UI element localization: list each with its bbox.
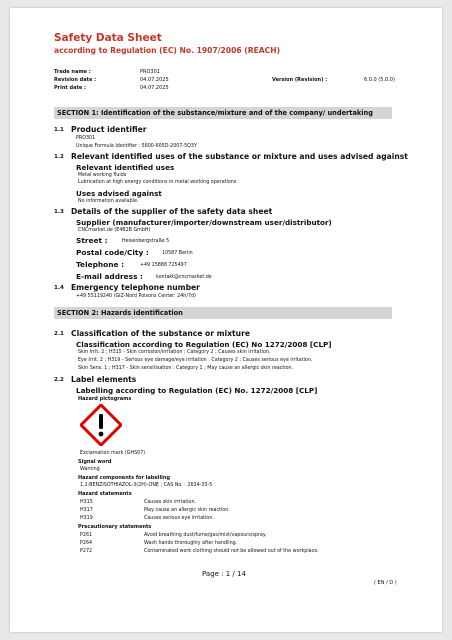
supplier-title: Supplier (manufacturer/importer/downstream user/distributor): [76, 218, 332, 227]
use-item: Lubrication at high energy conditions in metal working operations: [78, 180, 237, 185]
uses-advised-against-value: No information available.: [78, 199, 139, 204]
version-value: 6.0.0 (5.0.0): [364, 77, 395, 83]
precautionary-statement-text: Wash hands thoroughly after handling.: [144, 541, 238, 546]
relevant-uses-title: Relevant identified uses: [76, 163, 175, 172]
section-2-1-number: 2.1: [54, 331, 64, 337]
classification-item: Skin Sens. 1 ; H317 - Skin sensitisation : Category 1 ; May cause an allergic skin reaction.: [78, 366, 294, 371]
hazard-components-label: Hazard components for labelling: [78, 475, 171, 481]
hazard-statements-label: Hazard statements: [78, 491, 132, 497]
clp-classification-title: Classification according to Regulation (EC) No 1272/2008 [CLP]: [76, 340, 332, 349]
print-date-value: 04.07.2025: [140, 85, 169, 91]
print-date-label: Print date :: [54, 85, 87, 91]
hazard-statement-text: Causes serious eye irritation.: [144, 516, 214, 521]
postal-label: Postal code/City :: [76, 248, 149, 257]
classification-item: Skin Irrit. 2 ; H315 - Skin corrosion/irritation : Category 2 ; Causes skin irritation.: [78, 350, 271, 355]
labelling-title: Labelling according to Regulation (EC) No. 1272/2008 [CLP]: [76, 386, 318, 395]
hazard-statement-text: Causes skin irritation.: [144, 500, 197, 505]
section-1-2-title: Relevant identified uses of the substance or mixture and uses advised against: [71, 152, 408, 161]
hazard-statement-code: H317: [80, 508, 93, 513]
product-name: PRO301: [76, 136, 96, 141]
telephone-value: +49 15888 725497: [140, 263, 187, 268]
document-title: Safety Data Sheet: [54, 32, 162, 44]
page-number: Page : 1 / 14: [202, 570, 246, 578]
precautionary-statements-label: Precautionary statements: [78, 524, 152, 530]
section-1-heading: SECTION 1: Identification of the substance/mixture and of the company/ undertaking: [54, 107, 392, 119]
section-2-2-title: Label elements: [71, 375, 137, 384]
pictogram-caption: Exclamation mark (GHS07): [80, 451, 146, 456]
hazard-pictograms-label: Hazard pictograms: [78, 396, 132, 402]
revision-date-label: Revision date :: [54, 77, 97, 83]
hazard-component: 1,2-BENZISOTHIAZOL-3(2H)-ONE ; CAS No. : 2634-33-5: [80, 483, 213, 488]
street-label: Street :: [76, 236, 108, 245]
section-1-3-title: Details of the supplier of the safety data sheet: [71, 207, 273, 216]
precautionary-statement-code: P272: [80, 549, 93, 554]
postal-value: 10587 Berlin: [162, 251, 193, 256]
section-1-2-number: 1.2: [54, 154, 64, 160]
section-2-heading: SECTION 2: Hazards identification: [54, 307, 392, 319]
section-2-1-title: Classification of the substance or mixture: [71, 329, 250, 338]
precautionary-statement-text: Contaminated work clothing should not be allowed out of the workplace.: [144, 549, 319, 554]
precautionary-statement-text: Avoid breathing dust/fume/gas/mist/vapours/spray.: [144, 533, 267, 538]
revision-date-value: 04.07.2025: [140, 77, 169, 83]
supplier-name: CNCmarket.de (E4B2B GmbH): [78, 228, 151, 233]
use-item: Metal working fluids: [78, 173, 127, 178]
precautionary-statement-code: P264: [80, 541, 93, 546]
section-2-2-number: 2.2: [54, 377, 64, 383]
classification-item: Eye Irrit. 2 ; H319 - Serious eye damage/eye irritation : Category 2 ; Causes serious eye irritation.: [78, 358, 313, 363]
exclamation-mark-ghs07-icon: [80, 404, 122, 446]
uses-advised-against-title: Uses advised against: [76, 189, 162, 198]
signal-word-value: Warning: [80, 467, 100, 472]
signal-word-label: Signal word: [78, 459, 112, 465]
street-value: Heisenbergstraße 5: [122, 239, 170, 244]
emergency-phone: +49 55119240 (GIZ-Nord Poisons Center: 24h/7d): [76, 294, 196, 299]
version-label: Version (Revision) :: [272, 77, 328, 83]
section-1-3-number: 1.3: [54, 209, 64, 215]
section-1-4-title: Emergency telephone number: [71, 283, 200, 292]
email-value: kontakt@cncmarket.de: [156, 275, 212, 280]
document-page: [10, 8, 442, 632]
language-indicator: ( EN / D ): [374, 580, 397, 586]
section-1-4-number: 1.4: [54, 285, 64, 291]
document-subtitle: according to Regulation (EC) No. 1907/2006 (REACH): [54, 46, 281, 55]
trade-name-label: Trade name :: [54, 69, 91, 75]
precautionary-statement-code: P261: [80, 533, 93, 538]
unique-formula-identifier: Unique Formula Identifier : 5600-605D-2007-5Q3Y: [76, 144, 197, 149]
section-1-1-title: Product identifier: [71, 125, 147, 134]
hazard-statement-code: H315: [80, 500, 93, 505]
hazard-statement-text: May cause an allergic skin reaction.: [144, 508, 230, 513]
trade-name-value: PRO301: [140, 69, 160, 75]
hazard-statement-code: H319: [80, 516, 93, 521]
section-1-1-number: 1.1: [54, 127, 64, 133]
telephone-label: Telephone :: [76, 260, 125, 269]
email-label: E-mail address :: [76, 272, 143, 281]
